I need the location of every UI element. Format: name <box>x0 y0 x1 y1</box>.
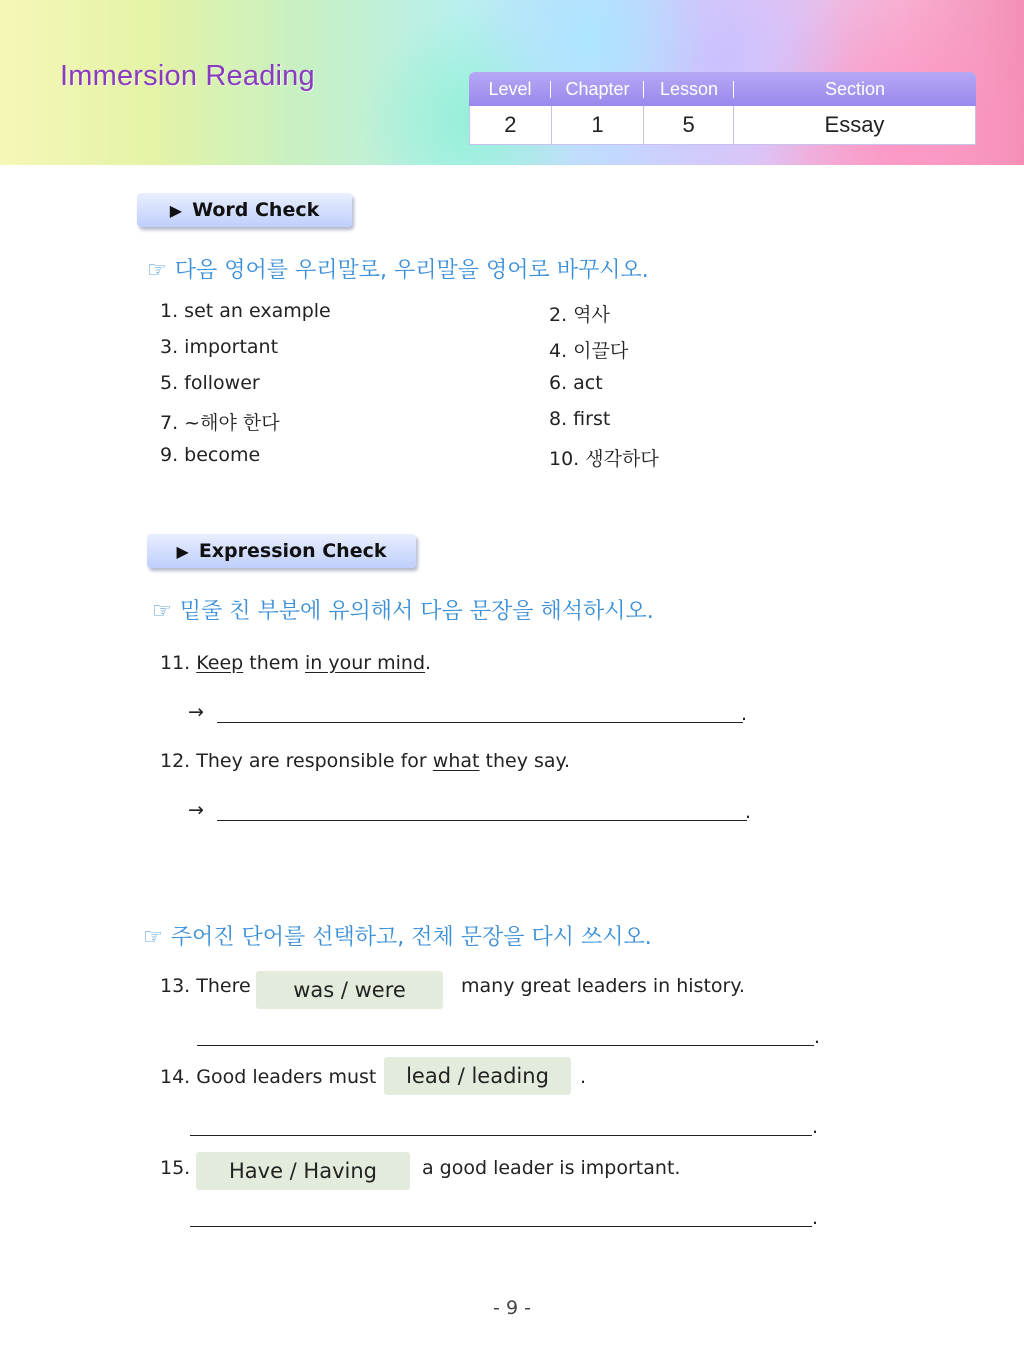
q14-choice-box[interactable]: lead / leading <box>384 1057 571 1095</box>
value-section: Essay <box>824 112 885 137</box>
word-item-8: 8. first <box>549 408 611 430</box>
q15-lead: 15. <box>160 1157 191 1179</box>
q12-text: 12. They are responsible for <box>160 750 427 772</box>
question-11 <box>160 652 431 674</box>
choose-instruction <box>143 920 652 951</box>
word-item-7: 7. ~해야 한다 <box>160 412 280 434</box>
q11-number: 11. <box>160 652 191 674</box>
q15-choice-box[interactable]: Have / Having <box>196 1152 410 1190</box>
answer-line-15[interactable] <box>190 1226 812 1227</box>
q13-lead: 13. There <box>160 975 251 997</box>
word-check-title: Word Check <box>192 199 320 221</box>
lesson-info-values <box>469 106 976 145</box>
value-level: 2 <box>470 106 552 144</box>
word-check-tab <box>137 193 352 227</box>
answer-period: . <box>814 1026 821 1048</box>
value-chapter: 1 <box>552 106 645 144</box>
q15-tail: a good leader is important. <box>422 1157 681 1179</box>
q11-underlined-keep: Keep <box>196 652 244 674</box>
answer-period: . <box>812 1116 819 1138</box>
arrow-icon: → <box>188 701 204 723</box>
instruction-text: 주어진 단어를 선택하고, 전체 문장을 다시 쓰시오. <box>170 925 652 950</box>
word-item-6: 6. act <box>549 372 603 394</box>
expression-check-tab <box>147 534 416 568</box>
word-check-instruction <box>147 253 649 284</box>
lesson-info-table <box>469 72 976 145</box>
triangle-icon: ▶ <box>169 200 183 220</box>
header-level: Level <box>469 72 551 106</box>
page-number: - 9 - <box>493 1297 531 1319</box>
answer-period: . <box>741 703 748 725</box>
answer-period: . <box>745 801 752 823</box>
q11-text: them <box>249 652 299 674</box>
instruction-text: 밑줄 친 부분에 유의해서 다음 문장을 해석하시오. <box>179 599 654 624</box>
answer-line-12[interactable] <box>217 820 747 821</box>
q11-period: . <box>425 652 432 674</box>
header-lesson: Lesson <box>644 72 734 106</box>
header-banner <box>0 0 1024 165</box>
word-item-5: 5. follower <box>160 372 260 394</box>
q14-lead: 14. Good leaders must <box>160 1066 377 1088</box>
triangle-icon: ▶ <box>176 541 189 561</box>
q13-choice-box[interactable]: was / were <box>256 971 443 1009</box>
header-section: Section <box>824 78 886 99</box>
answer-line-14[interactable] <box>190 1135 812 1136</box>
expression-check-title: Expression Check <box>198 540 387 562</box>
lesson-info-header <box>469 72 976 106</box>
word-item-4: 4. 이끌다 <box>549 340 629 362</box>
question-12 <box>160 750 570 772</box>
expression-check-instruction <box>152 594 654 625</box>
q11-underlined-phrase: in your mind <box>305 652 426 674</box>
word-item-1: 1. set an example <box>160 300 331 322</box>
word-item-2: 2. 역사 <box>549 304 610 326</box>
answer-line-13[interactable] <box>197 1045 814 1046</box>
word-item-10: 10. 생각하다 <box>549 448 659 470</box>
arrow-icon: → <box>188 799 204 821</box>
q14-tail: . <box>580 1066 587 1088</box>
header-chapter: Chapter <box>551 72 644 106</box>
pointing-hand-icon: ☞ <box>147 258 167 283</box>
answer-line-11[interactable] <box>217 722 743 723</box>
q12-end: they say. <box>485 750 571 772</box>
word-item-3: 3. important <box>160 336 279 358</box>
q12-underlined-what: what <box>432 750 480 772</box>
value-lesson: 5 <box>644 106 734 144</box>
answer-period: . <box>812 1207 819 1229</box>
q13-tail: many great leaders in history. <box>461 975 745 997</box>
instruction-text: 다음 영어를 우리말로, 우리말을 영어로 바꾸시오. <box>174 258 649 283</box>
word-item-9: 9. become <box>160 444 261 466</box>
pointing-hand-icon: ☞ <box>143 925 163 950</box>
pointing-hand-icon: ☞ <box>152 599 172 624</box>
brand-title: Immersion Reading <box>60 60 315 92</box>
